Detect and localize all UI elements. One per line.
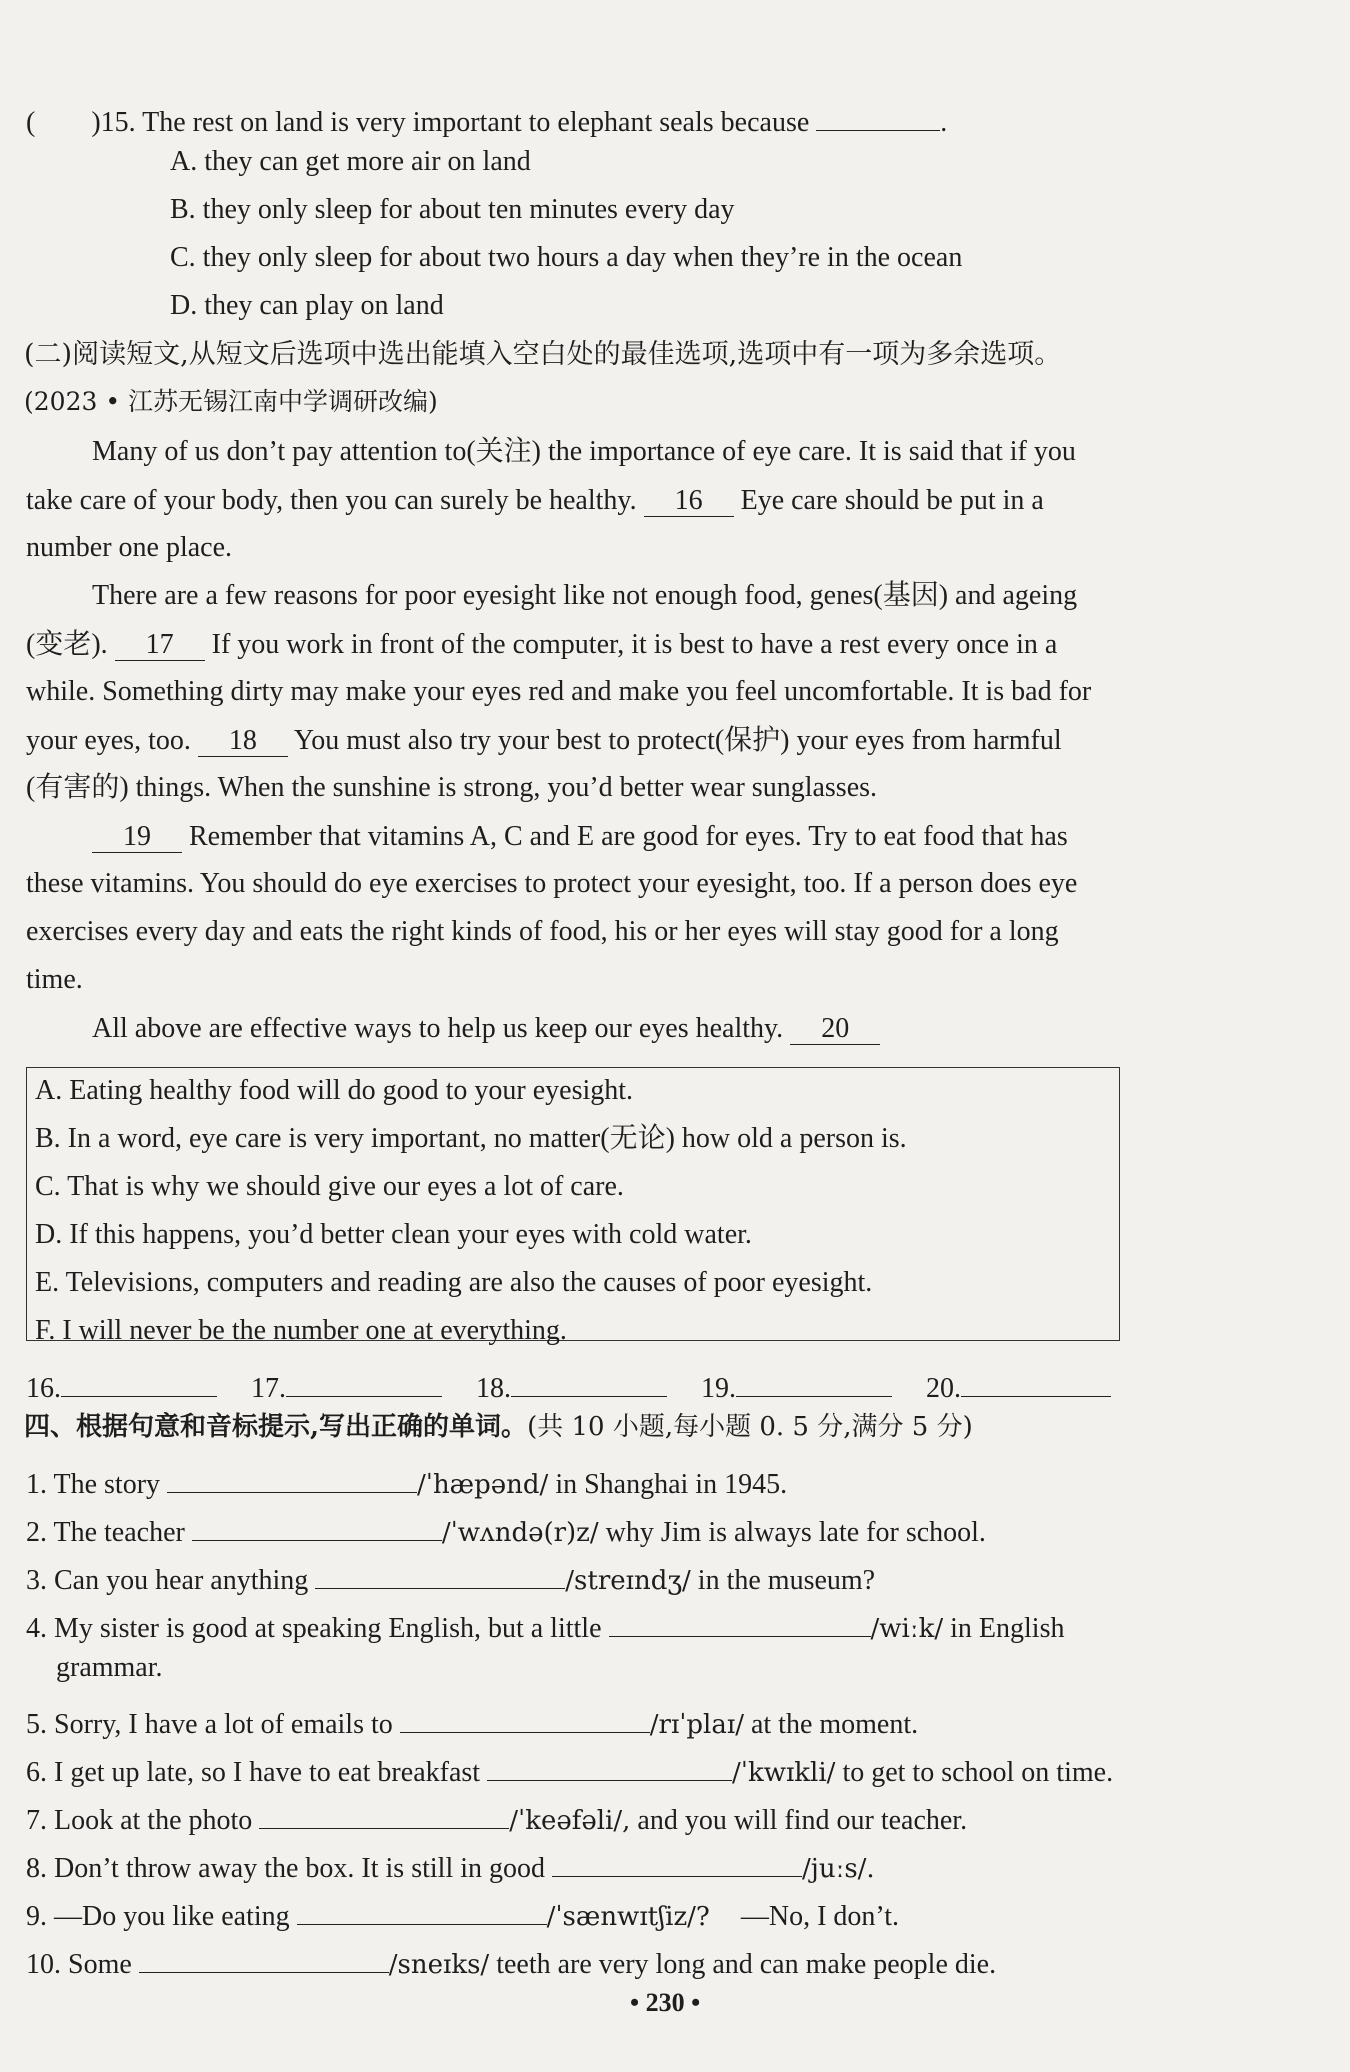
section2-heading: (二)阅读短文,从短文后选项中选出能填入空白处的最佳选项,选项中有一项为多余选项。 xyxy=(24,339,1062,370)
answer-label-19: 19. xyxy=(701,1373,736,1404)
p3-line3: exercises every day and eats the right kinds of food, his or her eyes will stay good for a long xyxy=(26,916,1059,947)
q15-stem-text: ( )15. The rest on land is very important to elephant seals because xyxy=(26,107,810,138)
p2-line2 xyxy=(26,630,1057,661)
p3-line2: these vitamins. You should do eye exercises to protect your eyesight, too. If a person does eye xyxy=(26,868,1078,899)
option-b[interactable]: B. In a word, eye care is very important, no matter(无论) how old a person is. xyxy=(35,1123,907,1154)
item4-pre: 4. My sister is good at speaking English, but a little xyxy=(26,1613,602,1644)
blank-17[interactable]: 17 xyxy=(115,630,205,661)
item6-post: to get to school on time. xyxy=(842,1757,1114,1788)
item5-post: at the moment. xyxy=(750,1709,919,1740)
vocab-item-6 xyxy=(26,1750,1113,1787)
section4-title: 四、根据句意和音标提示,写出正确的单词。 xyxy=(24,1412,528,1442)
p3-line4: time. xyxy=(26,964,83,995)
item3-pre: 3. Can you hear anything xyxy=(26,1565,309,1596)
item4-post: in English xyxy=(950,1613,1065,1644)
vocab-item-1 xyxy=(26,1462,787,1499)
item10-post: teeth are very long and can make people die. xyxy=(496,1949,997,1980)
item1-ipa: /ˈhæpənd/ xyxy=(417,1470,549,1500)
item3-ipa: /streɪndʒ/ xyxy=(565,1566,691,1596)
p2-line1: There are a few reasons for poor eyesight like not enough food, genes(基因) and ageing xyxy=(92,580,1078,611)
option-e[interactable]: E. Televisions, computers and reading are also the causes of poor eyesight. xyxy=(35,1267,873,1298)
section4-note: (共 10 小题,每小题 0. 5 分,满分 5 分) xyxy=(527,1412,973,1442)
answer-blank-18[interactable] xyxy=(511,1366,667,1397)
options-box xyxy=(26,1067,1120,1346)
item4-continuation: grammar. xyxy=(56,1652,163,1683)
item7-blank[interactable] xyxy=(259,1798,509,1829)
p2-line5: (有害的) things. When the sunshine is strong, you’d better wear sunglasses. xyxy=(26,772,878,803)
section2-source: (2023 • 江苏无锡江南中学调研改编) xyxy=(24,387,438,416)
vocab-item-10 xyxy=(26,1942,996,1979)
p2-line4-start: your eyes, too. xyxy=(26,725,191,756)
item9-post: —No, I don’t. xyxy=(740,1901,900,1932)
section4-heading xyxy=(24,1414,973,1440)
item3-blank[interactable] xyxy=(315,1558,565,1589)
item2-post: why Jim is always late for school. xyxy=(605,1517,986,1548)
p4-line1-text: All above are effective ways to help us keep our eyes healthy. xyxy=(92,1013,784,1044)
item6-ipa: /ˈkwɪkli/ xyxy=(732,1758,836,1788)
blank-18[interactable]: 18 xyxy=(198,726,288,757)
item5-blank[interactable] xyxy=(400,1702,650,1733)
answer-line xyxy=(26,1366,1111,1403)
option-a[interactable]: A. Eating healthy food will do good to your eyesight. xyxy=(35,1075,634,1106)
answer-blank-20[interactable] xyxy=(961,1366,1111,1397)
item8-ipa: /juːs/. xyxy=(802,1854,875,1884)
vocab-item-3 xyxy=(26,1558,875,1595)
q15-stem xyxy=(26,100,947,137)
q15-answer-blank[interactable] xyxy=(816,100,940,131)
q15-option-b[interactable]: B. they only sleep for about ten minutes every day xyxy=(170,194,735,225)
item4-blank[interactable] xyxy=(609,1606,871,1637)
item5-ipa: /rɪˈplaɪ/ xyxy=(649,1710,744,1740)
p1-line1: Many of us don’t pay attention to(关注) the importance of eye care. It is said that if you xyxy=(92,436,1076,467)
item4-ipa: /wiːk/ xyxy=(870,1614,944,1644)
item2-pre: 2. The teacher xyxy=(26,1517,185,1548)
q15-option-d[interactable]: D. they can play on land xyxy=(170,290,444,321)
item2-ipa: /ˈwʌndə(r)z/ xyxy=(441,1518,599,1548)
item8-blank[interactable] xyxy=(552,1846,802,1877)
blank-16[interactable]: 16 xyxy=(644,486,734,517)
p2-line3: while. Something dirty may make your eyes red and make you feel uncomfortable. It is bad for xyxy=(26,676,1092,707)
item6-blank[interactable] xyxy=(487,1750,732,1781)
p4-line1 xyxy=(92,1014,880,1045)
item6-pre: 6. I get up late, so I have to eat breakfast xyxy=(26,1757,481,1788)
option-f[interactable]: F. I will never be the number one at everything. xyxy=(35,1315,567,1346)
q15-stem-end: . xyxy=(940,107,948,138)
p2-line4 xyxy=(26,726,1062,757)
item9-blank[interactable] xyxy=(297,1894,547,1925)
answer-label-16: 16. xyxy=(26,1373,61,1404)
p2-line4-end: You must also try your best to protect(保护) your eyes from harmful xyxy=(293,725,1062,756)
vocab-item-4 xyxy=(26,1606,1064,1643)
item1-pre: 1. The story xyxy=(26,1469,161,1500)
item10-pre: 10. Some xyxy=(26,1949,132,1980)
item1-post: in Shanghai in 1945. xyxy=(555,1469,788,1500)
p1-line2-start: take care of your body, then you can surely be healthy. xyxy=(26,485,637,516)
blank-20[interactable]: 20 xyxy=(790,1014,880,1045)
answer-label-20: 20. xyxy=(926,1373,961,1404)
answer-label-18: 18. xyxy=(476,1373,511,1404)
q15-option-a[interactable]: A. they can get more air on land xyxy=(170,146,531,177)
p1-line2 xyxy=(26,486,1044,517)
p2-line2-start: (变老). xyxy=(26,629,108,660)
page-number: • 230 • xyxy=(630,1988,701,2017)
vocab-item-9 xyxy=(26,1894,899,1931)
vocab-item-2 xyxy=(26,1510,986,1547)
item7-post: and you will find our teacher. xyxy=(637,1805,968,1836)
item3-post: in the museum? xyxy=(697,1565,876,1596)
p3-line1 xyxy=(92,822,1068,853)
item9-ipa: /ˈsænwɪtʃiz/? xyxy=(546,1902,710,1932)
option-d[interactable]: D. If this happens, you’d better clean your eyes with cold water. xyxy=(35,1219,752,1250)
item2-blank[interactable] xyxy=(192,1510,442,1541)
blank-19[interactable]: 19 xyxy=(92,822,182,853)
vocab-item-7 xyxy=(26,1798,967,1835)
answer-blank-19[interactable] xyxy=(736,1366,892,1397)
answer-label-17: 17. xyxy=(251,1373,286,1404)
option-c[interactable]: C. That is why we should give our eyes a lot of care. xyxy=(35,1171,624,1202)
answer-blank-17[interactable] xyxy=(286,1366,442,1397)
vocab-item-5 xyxy=(26,1702,918,1739)
item7-pre: 7. Look at the photo xyxy=(26,1805,253,1836)
p3-line1-text: Remember that vitamins A, C and E are good for eyes. Try to eat food that has xyxy=(189,821,1068,852)
p1-line2-end: Eye care should be put in a xyxy=(740,485,1044,516)
vocab-item-8 xyxy=(26,1846,875,1883)
item8-pre: 8. Don’t throw away the box. It is still in good xyxy=(26,1853,545,1884)
p1-line3: number one place. xyxy=(26,532,233,563)
item10-blank[interactable] xyxy=(139,1942,389,1973)
item9-pre: 9. —Do you like eating xyxy=(26,1901,290,1932)
p2-line2-end: If you work in front of the computer, it is best to have a rest every once in a xyxy=(211,629,1058,660)
item1-blank[interactable] xyxy=(167,1462,417,1493)
item5-pre: 5. Sorry, I have a lot of emails to xyxy=(26,1709,393,1740)
item7-ipa: /ˈkeəfəli/, xyxy=(509,1806,631,1836)
answer-blank-16[interactable] xyxy=(61,1366,217,1397)
item10-ipa: /sneɪks/ xyxy=(388,1950,490,1980)
q15-option-c[interactable]: C. they only sleep for about two hours a day when they’re in the ocean xyxy=(170,242,963,273)
